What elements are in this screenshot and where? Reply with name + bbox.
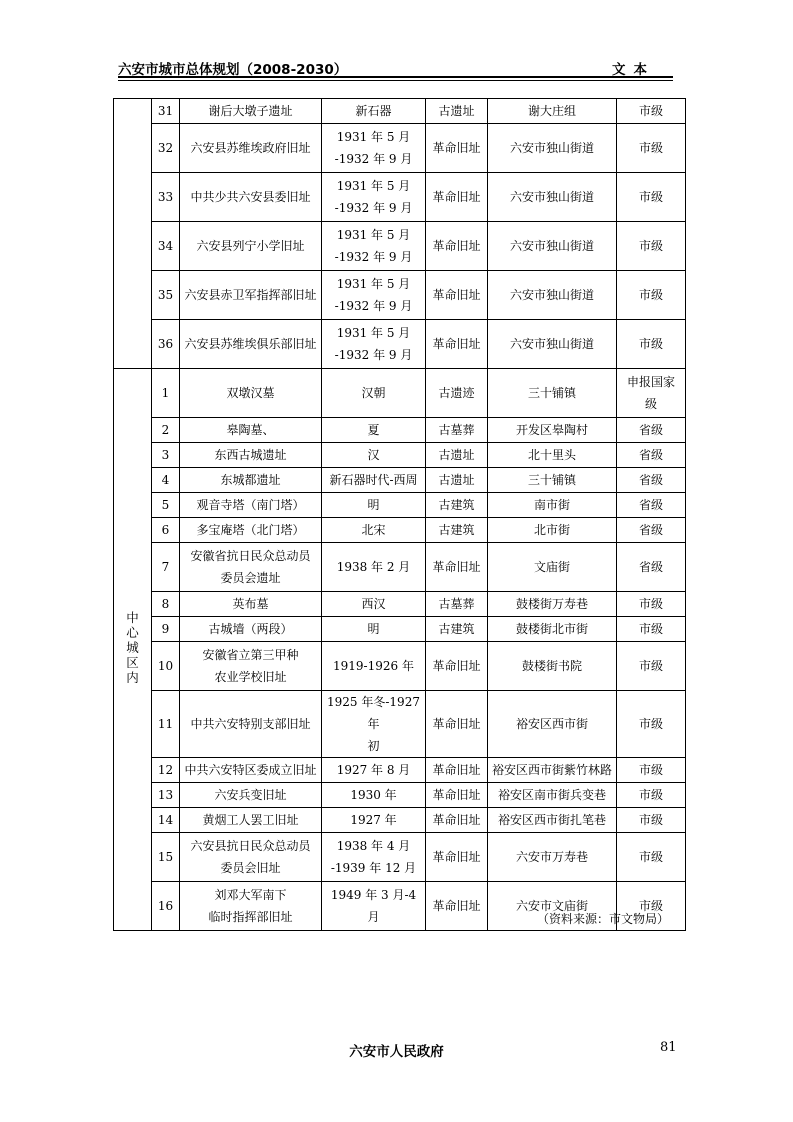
header-rule-thin <box>118 80 673 81</box>
level-cell <box>617 369 686 418</box>
era-cell <box>322 124 426 173</box>
type-cell: 革命旧址 <box>426 691 488 758</box>
era-text: 初 <box>367 739 380 753</box>
era-text: -1932 年 9 月 <box>334 152 413 166</box>
page-number: 81 <box>660 1040 677 1055</box>
era-text: 明 <box>367 622 380 636</box>
era-text: 1927 年 8 月 <box>336 763 411 777</box>
level-cell <box>617 443 686 468</box>
location-cell: 开发区皋陶村 <box>488 418 617 443</box>
footer-organization: 六安市人民政府 <box>349 1044 444 1060</box>
name-cell <box>180 468 322 493</box>
location-cell: 三十铺镇 <box>488 468 617 493</box>
type-cell: 古建筑 <box>426 617 488 642</box>
location-cell: 六安市文庙街 <box>488 882 617 931</box>
level-text: 市级 <box>638 239 663 253</box>
era-text: 1931 年 5 月 <box>336 277 411 291</box>
table-row <box>114 493 686 518</box>
name-text: 谢后大墩子遗址 <box>208 104 293 118</box>
era-text: 1919-1926 年 <box>333 659 414 673</box>
era-text: 1931 年 5 月 <box>336 326 411 340</box>
location-cell: 北市街 <box>488 518 617 543</box>
no-cell: 3 <box>152 443 180 468</box>
level-text: 省级 <box>638 448 663 462</box>
era-text: 1925 年冬-1927 年 <box>327 695 420 731</box>
name-cell <box>180 320 322 369</box>
type-cell: 古遗址 <box>426 443 488 468</box>
era-cell <box>322 271 426 320</box>
location-cell: 六安市独山街道 <box>488 124 617 173</box>
type-cell: 革命旧址 <box>426 124 488 173</box>
table-row <box>114 222 686 271</box>
location-cell: 鼓楼街万寿巷 <box>488 592 617 617</box>
level-text: 省级 <box>638 423 663 437</box>
level-cell <box>617 691 686 758</box>
table-row <box>114 691 686 758</box>
type-cell: 古建筑 <box>426 518 488 543</box>
era-cell <box>322 758 426 783</box>
era-text: 1938 年 2 月 <box>336 560 411 574</box>
era-cell <box>322 369 426 418</box>
name-text: 东城都遗址 <box>220 473 281 487</box>
level-cell <box>617 808 686 833</box>
name-cell <box>180 882 322 931</box>
era-text: 明 <box>367 498 380 512</box>
name-cell <box>180 808 322 833</box>
level-cell <box>617 543 686 592</box>
name-cell <box>180 271 322 320</box>
name-cell <box>180 99 322 124</box>
level-text: 市级 <box>638 899 663 913</box>
table-row <box>114 369 686 418</box>
name-text: 双墩汉墓 <box>226 386 275 400</box>
name-cell <box>180 592 322 617</box>
location-cell: 北十里头 <box>488 443 617 468</box>
name-cell <box>180 543 322 592</box>
name-text: 中共六安特区委成立旧址 <box>184 763 317 777</box>
era-text: 1927 年 <box>350 813 397 827</box>
no-cell: 14 <box>152 808 180 833</box>
no-cell: 9 <box>152 617 180 642</box>
level-cell <box>617 173 686 222</box>
no-cell: 10 <box>152 642 180 691</box>
table-row <box>114 418 686 443</box>
no-cell: 33 <box>152 173 180 222</box>
name-text: 观音寺塔（南门塔） <box>196 498 305 512</box>
era-text: 新石器时代-西周 <box>329 473 418 487</box>
type-cell: 古建筑 <box>426 493 488 518</box>
table-row <box>114 592 686 617</box>
level-text: 省级 <box>638 498 663 512</box>
level-text: 级 <box>644 397 657 411</box>
type-cell: 革命旧址 <box>426 642 488 691</box>
level-cell <box>617 518 686 543</box>
table-row <box>114 808 686 833</box>
location-cell: 文庙街 <box>488 543 617 592</box>
era-cell <box>322 418 426 443</box>
area-cell <box>114 99 152 369</box>
name-cell <box>180 642 322 691</box>
level-cell <box>617 592 686 617</box>
era-text: -1939 年 12 月 <box>330 861 417 875</box>
table-row <box>114 617 686 642</box>
level-text: 市级 <box>638 104 663 118</box>
era-cell <box>322 642 426 691</box>
type-cell: 革命旧址 <box>426 173 488 222</box>
table-row <box>114 271 686 320</box>
era-cell <box>322 443 426 468</box>
era-cell <box>322 691 426 758</box>
level-text: 省级 <box>638 560 663 574</box>
era-cell <box>322 468 426 493</box>
name-cell <box>180 783 322 808</box>
type-cell: 革命旧址 <box>426 783 488 808</box>
level-cell <box>617 320 686 369</box>
era-text: 1931 年 5 月 <box>336 179 411 193</box>
level-cell <box>617 222 686 271</box>
no-cell: 11 <box>152 691 180 758</box>
area-label: 中心城区内 <box>126 610 139 685</box>
name-text: 刘邓大军南下 <box>214 888 287 902</box>
name-cell <box>180 443 322 468</box>
level-text: 申报国家 <box>626 375 675 389</box>
type-cell: 革命旧址 <box>426 808 488 833</box>
no-cell: 12 <box>152 758 180 783</box>
name-cell <box>180 418 322 443</box>
name-text: 六安县抗日民众总动员 <box>190 839 311 853</box>
era-text: 1930 年 <box>350 788 397 802</box>
no-cell: 7 <box>152 543 180 592</box>
level-text: 市级 <box>638 813 663 827</box>
location-cell: 三十铺镇 <box>488 369 617 418</box>
name-text: 中共少共六安县委旧址 <box>190 190 311 204</box>
era-cell <box>322 592 426 617</box>
era-cell <box>322 493 426 518</box>
name-cell <box>180 493 322 518</box>
era-cell <box>322 783 426 808</box>
era-text: 汉 <box>367 448 380 462</box>
level-cell <box>617 642 686 691</box>
location-cell: 六安市独山街道 <box>488 222 617 271</box>
type-cell: 革命旧址 <box>426 758 488 783</box>
location-cell: 裕安区西市街紫竹林路 <box>488 758 617 783</box>
name-text: 六安县列宁小学旧址 <box>196 239 305 253</box>
era-text: -1932 年 9 月 <box>334 201 413 215</box>
no-cell: 16 <box>152 882 180 931</box>
name-text: 六安兵变旧址 <box>214 788 287 802</box>
level-cell <box>617 271 686 320</box>
no-cell: 35 <box>152 271 180 320</box>
name-cell <box>180 758 322 783</box>
level-text: 市级 <box>638 659 663 673</box>
era-cell <box>322 222 426 271</box>
era-text: -1932 年 9 月 <box>334 348 413 362</box>
era-cell <box>322 173 426 222</box>
header-rule-thick <box>118 76 673 78</box>
type-cell: 革命旧址 <box>426 222 488 271</box>
table-row <box>114 783 686 808</box>
name-text: 皋陶墓、 <box>226 423 275 437</box>
no-cell: 4 <box>152 468 180 493</box>
source-note: （资料来源：市文物局） <box>536 912 669 926</box>
level-cell <box>617 99 686 124</box>
level-text: 市级 <box>638 622 663 636</box>
level-text: 市级 <box>638 141 663 155</box>
name-cell <box>180 617 322 642</box>
level-text: 省级 <box>638 523 663 537</box>
location-cell: 谢大庄组 <box>488 99 617 124</box>
table-row <box>114 173 686 222</box>
era-cell <box>322 320 426 369</box>
era-cell <box>322 808 426 833</box>
level-cell <box>617 617 686 642</box>
no-cell: 15 <box>152 833 180 882</box>
era-text: 1938 年 4 月 <box>336 839 411 853</box>
type-cell: 革命旧址 <box>426 320 488 369</box>
name-text: 农业学校旧址 <box>214 670 287 684</box>
era-cell <box>322 833 426 882</box>
no-cell: 1 <box>152 369 180 418</box>
table-row <box>114 642 686 691</box>
document-title: 六安市城市总体规划（2008-2030） <box>118 62 348 78</box>
level-cell <box>617 468 686 493</box>
section-label: 文本 <box>612 62 655 78</box>
location-cell: 六安市独山街道 <box>488 271 617 320</box>
table-row <box>114 833 686 882</box>
type-cell: 革命旧址 <box>426 543 488 592</box>
era-cell <box>322 617 426 642</box>
name-cell <box>180 518 322 543</box>
table-row <box>114 443 686 468</box>
no-cell: 2 <box>152 418 180 443</box>
type-cell: 革命旧址 <box>426 833 488 882</box>
level-cell <box>617 418 686 443</box>
level-cell <box>617 493 686 518</box>
type-cell: 古墓葬 <box>426 592 488 617</box>
no-cell: 13 <box>152 783 180 808</box>
location-cell: 裕安区南市街兵变巷 <box>488 783 617 808</box>
level-text: 省级 <box>638 473 663 487</box>
no-cell: 8 <box>152 592 180 617</box>
name-text: 英布墓 <box>232 597 269 611</box>
table-row <box>114 99 686 124</box>
name-cell <box>180 833 322 882</box>
location-cell: 裕安区西市街 <box>488 691 617 758</box>
name-text: 东西古城遗址 <box>214 448 287 462</box>
name-cell <box>180 173 322 222</box>
era-text: 1949 年 3 月-4 月 <box>330 888 417 924</box>
type-cell: 古遗址 <box>426 99 488 124</box>
no-cell: 31 <box>152 99 180 124</box>
era-text: 夏 <box>367 423 380 437</box>
location-cell: 六安市独山街道 <box>488 320 617 369</box>
name-text: 临时指挥部旧址 <box>208 910 293 924</box>
location-cell: 鼓楼街书院 <box>488 642 617 691</box>
name-text: 安徽省抗日民众总动员 <box>190 549 311 563</box>
level-text: 市级 <box>638 850 663 864</box>
type-cell: 革命旧址 <box>426 882 488 931</box>
table-row <box>114 543 686 592</box>
name-cell <box>180 691 322 758</box>
era-text: 北宋 <box>361 523 386 537</box>
type-cell: 古墓葬 <box>426 418 488 443</box>
era-cell <box>322 882 426 931</box>
level-cell <box>617 758 686 783</box>
name-text: 古城墙（两段） <box>208 622 293 636</box>
era-text: 西汉 <box>361 597 386 611</box>
era-text: -1932 年 9 月 <box>334 250 413 264</box>
era-text: 新石器 <box>355 104 392 118</box>
level-cell <box>617 124 686 173</box>
no-cell: 5 <box>152 493 180 518</box>
name-cell <box>180 222 322 271</box>
name-text: 六安县苏维埃政府旧址 <box>190 141 311 155</box>
era-cell <box>322 518 426 543</box>
level-text: 市级 <box>638 788 663 802</box>
table-row <box>114 124 686 173</box>
location-cell: 鼓楼街北市街 <box>488 617 617 642</box>
level-text: 市级 <box>638 717 663 731</box>
type-cell: 革命旧址 <box>426 271 488 320</box>
no-cell: 6 <box>152 518 180 543</box>
era-cell <box>322 99 426 124</box>
location-cell: 裕安区西市街扎笔巷 <box>488 808 617 833</box>
table-row <box>114 758 686 783</box>
type-cell: 古遗迹 <box>426 369 488 418</box>
era-cell <box>322 543 426 592</box>
no-cell: 36 <box>152 320 180 369</box>
level-text: 市级 <box>638 190 663 204</box>
name-cell <box>180 124 322 173</box>
location-cell: 六安市独山街道 <box>488 173 617 222</box>
name-text: 六安县赤卫军指挥部旧址 <box>184 288 317 302</box>
era-text: -1932 年 9 月 <box>334 299 413 313</box>
name-text: 多宝庵塔（北门塔） <box>196 523 305 537</box>
name-text: 六安县苏维埃俱乐部旧址 <box>184 337 317 351</box>
heritage-sites-table <box>113 98 686 931</box>
era-text: 1931 年 5 月 <box>336 130 411 144</box>
era-text: 1931 年 5 月 <box>336 228 411 242</box>
name-text: 委员会遗址 <box>220 571 281 585</box>
table-row <box>114 320 686 369</box>
era-text: 汉朝 <box>361 386 386 400</box>
location-cell: 六安市万寿巷 <box>488 833 617 882</box>
name-text: 黄烟工人罢工旧址 <box>202 813 299 827</box>
no-cell: 32 <box>152 124 180 173</box>
level-cell <box>617 833 686 882</box>
table-row <box>114 518 686 543</box>
level-text: 市级 <box>638 337 663 351</box>
level-cell <box>617 783 686 808</box>
no-cell: 34 <box>152 222 180 271</box>
name-text: 委员会旧址 <box>220 861 281 875</box>
name-cell <box>180 369 322 418</box>
area-cell <box>114 369 152 931</box>
table-row <box>114 468 686 493</box>
level-text: 市级 <box>638 597 663 611</box>
name-text: 安徽省立第三甲种 <box>202 648 299 662</box>
name-text: 中共六安特别支部旧址 <box>190 717 311 731</box>
level-text: 市级 <box>638 288 663 302</box>
level-text: 市级 <box>638 763 663 777</box>
type-cell: 古遗址 <box>426 468 488 493</box>
location-cell: 南市街 <box>488 493 617 518</box>
